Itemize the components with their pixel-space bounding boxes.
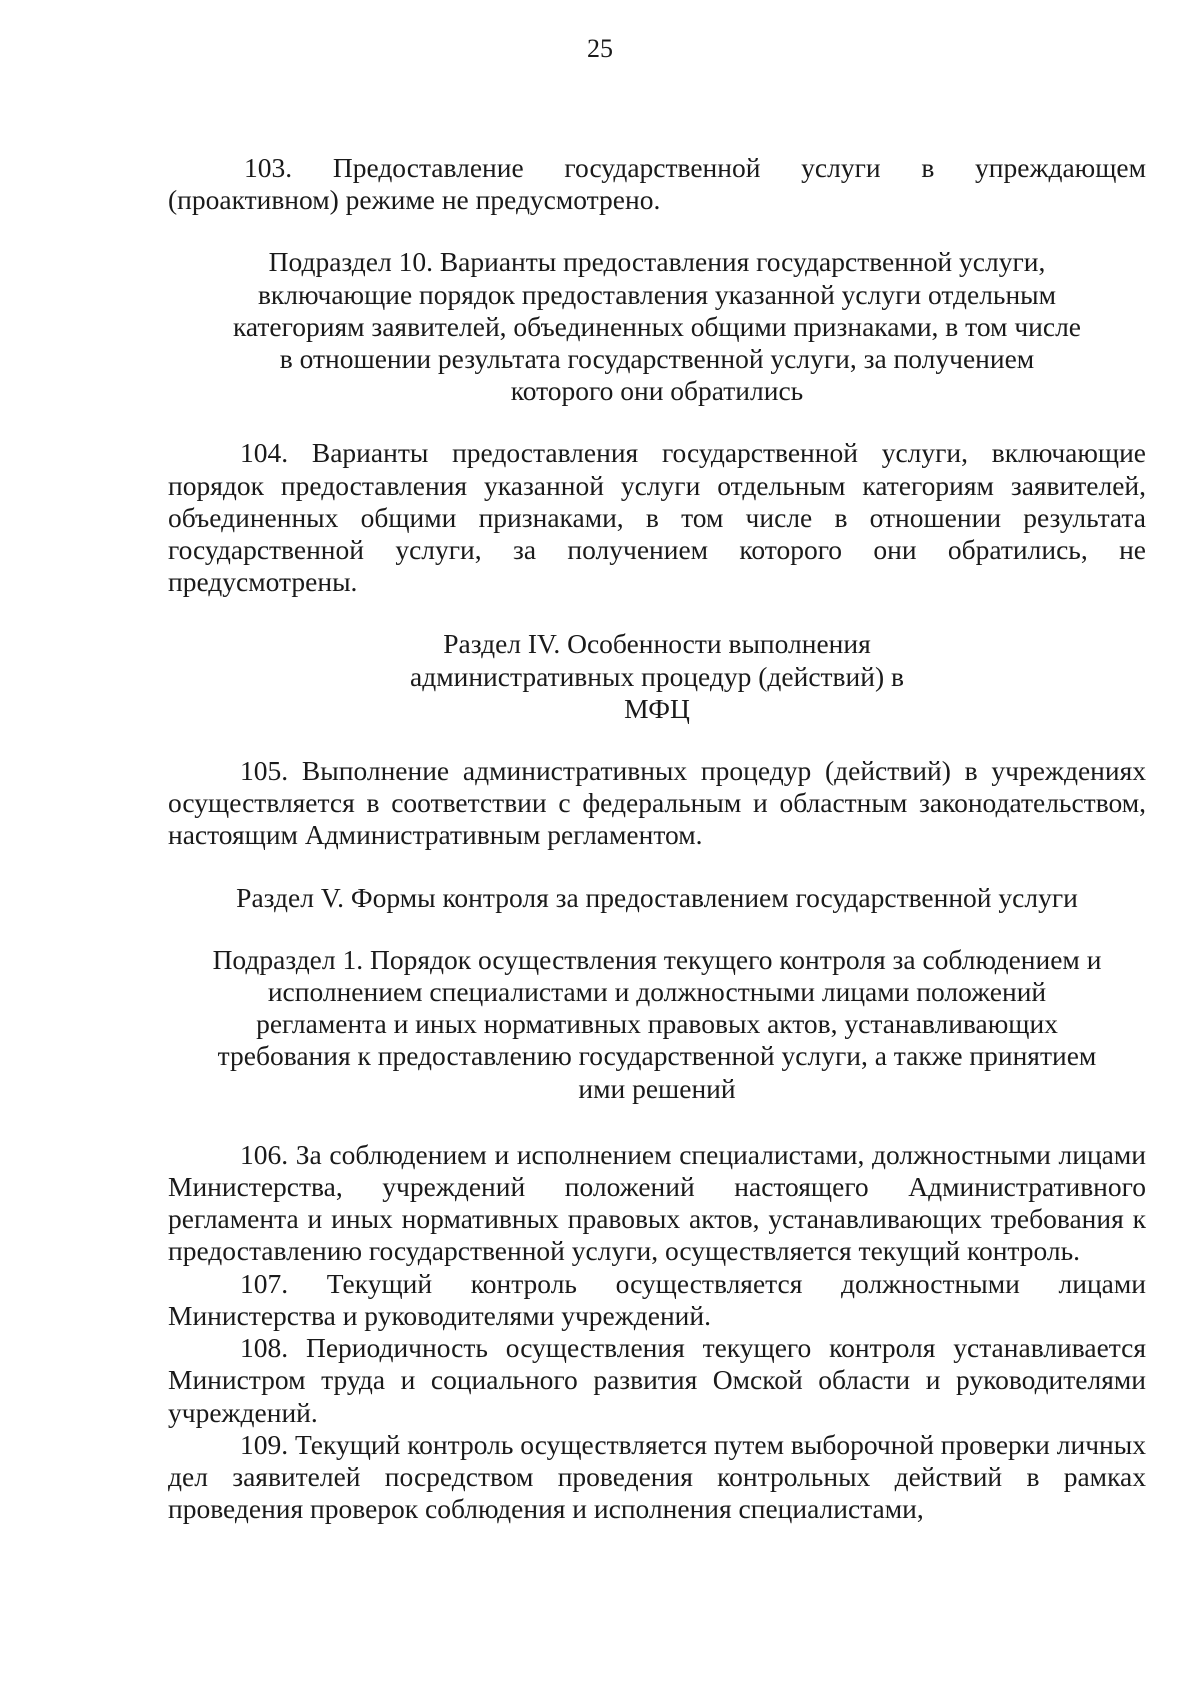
paragraph-104: 104. Варианты предоставления государственной услуги, включающие порядок предоставления указанной услуги отдельным категориям заявителей, объединенных общими признаками, в том числе в отношении результата государственной услуги, за получением которого они обратились, не предусмотрены. bbox=[168, 437, 1146, 598]
paragraph-109: 109. Текущий контроль осуществляется путем выборочной проверки личных дел заявителей посредством проведения контрольных действий в рамках проведения проверок соблюдения и исполнения специалистами, bbox=[168, 1428, 1146, 1525]
section-iv-heading: Раздел IV. Особенности выполнения административных процедур (действий) в МФЦ bbox=[410, 628, 904, 724]
page-number: 25 bbox=[587, 34, 613, 63]
section-v-heading: Раздел V. Формы контроля за предоставлением государственной услуги bbox=[236, 881, 1078, 913]
paragraph-106: 106. За соблюдением и исполнением специалистами, должностными лицами Министерства, учреждений положений настоящего Административного регламента и иных нормативных правовых актов, устанавливающих требования к предоставлению государственной услуги, осуществляется текущий контроль. bbox=[168, 1138, 1146, 1267]
subsection-10-heading: Подраздел 10. Варианты предоставления государственной услуги, включающие порядок предоставления указанной услуги отдельным категориям заявителей, объединенных общими признаками, в том числе в отношении результата государственной услуги, за получением которого они обратились bbox=[232, 246, 1082, 407]
paragraph-108: 108. Периодичность осуществления текущего контроля устанавливается Министром труда и социального развития Омской области и руководителями учреждений. bbox=[168, 1332, 1146, 1428]
paragraph-103: 103. Предоставление государственной услуги в упреждающем (проактивном) режиме не предусмотрено. bbox=[168, 152, 1146, 216]
document-body bbox=[168, 152, 1146, 1525]
paragraph-105: 105. Выполнение административных процедур (действий) в учреждениях осуществляется в соответствии с федеральным и областным законодательством, настоящим Административным регламентом. bbox=[168, 755, 1146, 851]
subsection-1-heading: Подраздел 1. Порядок осуществления текущего контроля за соблюдением и исполнением специалистами и должностными лицами положений регламента и иных нормативных правовых актов, устанавливающих требования к предоставлению государственной услуги, а также принятием ими решений bbox=[212, 943, 1102, 1104]
paragraph-107: 107. Текущий контроль осуществляется должностными лицами Министерства и руководителями учреждений. bbox=[168, 1267, 1146, 1331]
